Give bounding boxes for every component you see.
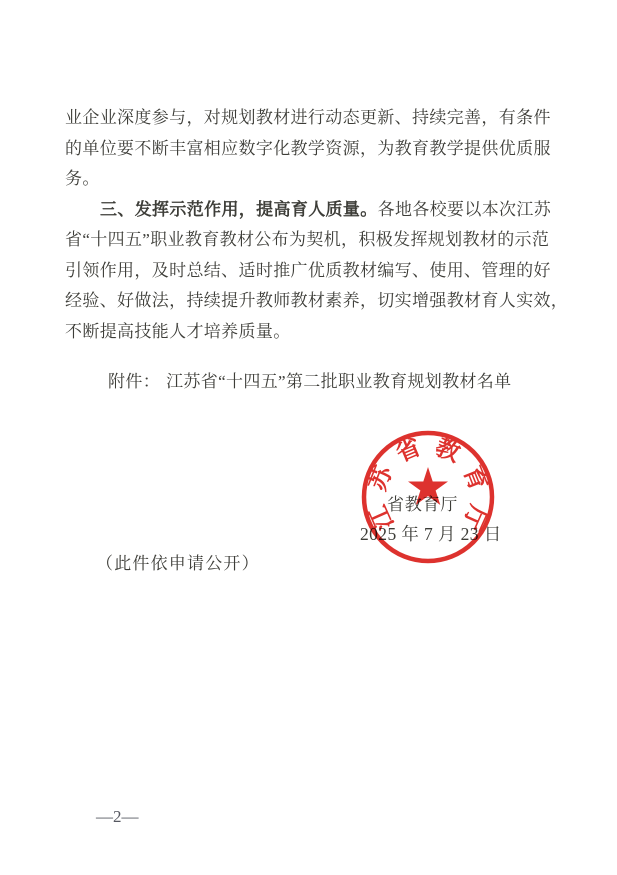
- disclosure-note: （此件依申请公开）: [96, 554, 260, 573]
- seal-char: 苏: [364, 462, 399, 495]
- body-line: 省“十四五”职业教育教材公布为契机，积极发挥规划教材的示范: [65, 230, 550, 249]
- body-line: 引领作用，及时总结、适时推广优质教材编写、使用、管理的好: [65, 260, 551, 280]
- official-seal: [348, 417, 508, 577]
- seal-char: 育: [457, 462, 492, 495]
- body-line: 的单位要不断丰富相应数字化教学资源，为教育教学提供优质服: [65, 138, 551, 158]
- body-line-text: 各地各校要以本次江苏: [377, 199, 552, 219]
- body-line: 不断提高技能人才培养质量。: [65, 321, 291, 341]
- seal-char: 江: [365, 501, 400, 534]
- attachment-title: 江苏省“十四五”第二批职业教育规划教材名单: [166, 372, 512, 391]
- seal-char: 省: [392, 434, 425, 468]
- seal-char: 厅: [456, 501, 491, 534]
- page-number: —2—: [96, 807, 139, 826]
- section-heading: 三、发挥示范作用，提高育人质量。: [100, 199, 378, 219]
- attachment-line: [108, 367, 512, 398]
- seal-char: 教: [431, 434, 464, 468]
- body-line: 业企业深度参与，对规划教材进行动态更新、持续完善，有条件: [65, 108, 551, 127]
- body-text: [65, 103, 569, 347]
- signature-org-name: 省教育厅: [387, 495, 459, 514]
- body-line: 务。: [65, 169, 100, 188]
- seal-star-icon: [408, 467, 448, 505]
- body-line: [65, 195, 555, 226]
- seal-ring: [364, 433, 492, 561]
- body-line: 经验、好做法，持续提升教师教材素养，切实增强教材育人实效，: [65, 291, 569, 310]
- signature-date: 2025 年 7 月 23 日: [360, 524, 502, 544]
- attachment-label: 附件：: [108, 372, 161, 391]
